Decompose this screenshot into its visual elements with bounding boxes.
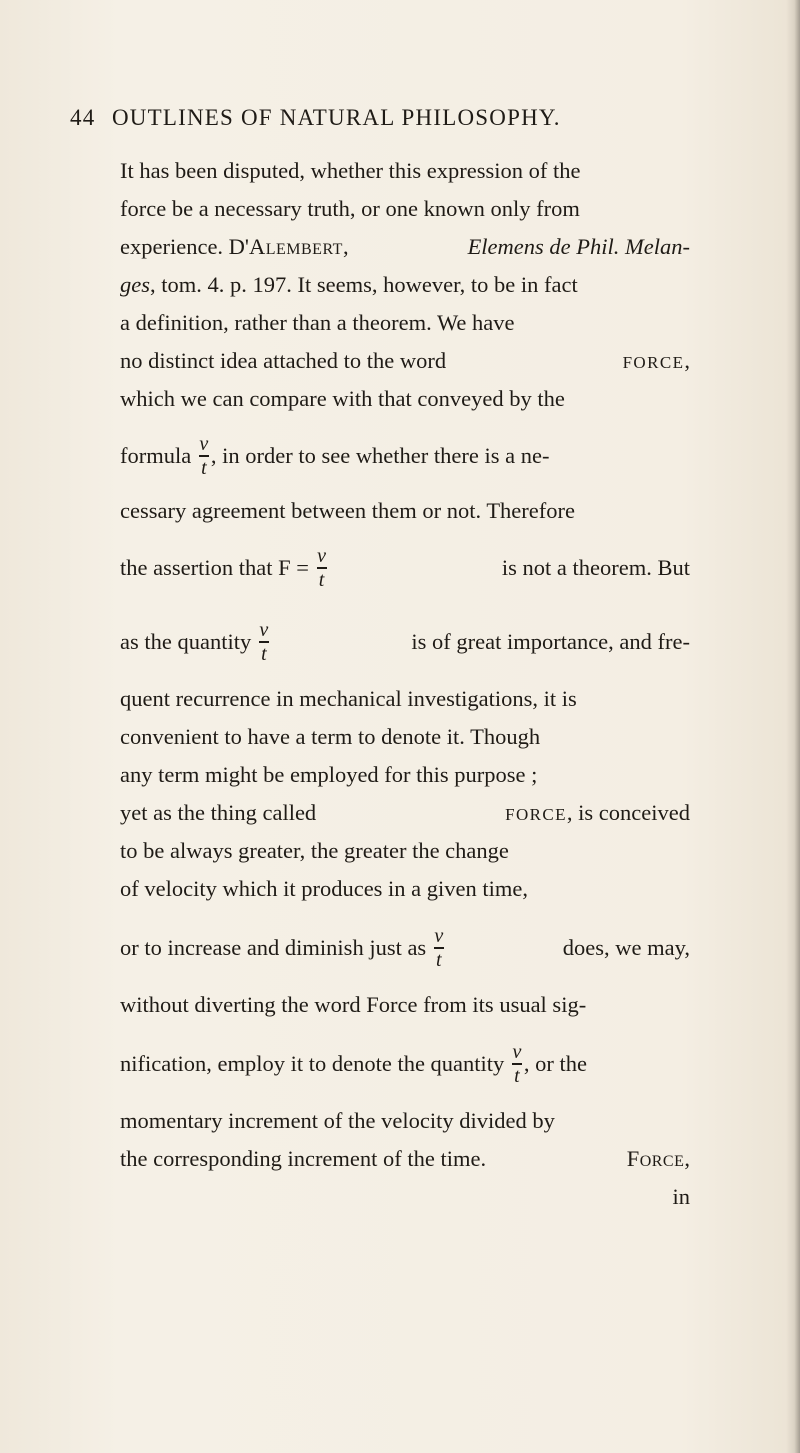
line-21-text: momentary increment of the velocity divided by bbox=[120, 1108, 555, 1133]
text-line-17 bbox=[120, 870, 690, 908]
text-line-7 bbox=[120, 380, 690, 418]
line-4-text: , tom. 4. p. 197. It seems, however, to be in fact bbox=[150, 272, 578, 297]
text-line-22 bbox=[120, 1140, 690, 1178]
text-line-12 bbox=[120, 680, 690, 718]
line-5-text: a definition, rather than a theorem. We have bbox=[120, 310, 515, 335]
line-8-text-b: , in order to see whether there is a ne- bbox=[210, 443, 550, 468]
line-3-comma: , bbox=[342, 234, 349, 259]
line-13-text: convenient to have a term to denote it. Though bbox=[120, 724, 541, 749]
line-22-comma: , bbox=[684, 1146, 690, 1171]
line-6-comma: , bbox=[684, 348, 690, 373]
line-2-text: force be a necessary truth, or one known only from bbox=[120, 196, 580, 221]
term-force-3: Force bbox=[626, 1146, 685, 1171]
text-line-4 bbox=[120, 266, 690, 304]
line-19-text: without diverting the word Force from its usual sig- bbox=[120, 992, 587, 1017]
line-15-text-a: yet as the thing called bbox=[120, 800, 317, 825]
line-18-text-a: or to increase and diminish just as bbox=[120, 935, 427, 960]
text-line-19 bbox=[120, 986, 690, 1024]
line-9-text: cessary agreement between them or not. Therefore bbox=[120, 498, 575, 523]
fraction-v-over-t-1: $\frac{v}{t}$ bbox=[199, 433, 209, 479]
author-name: Alembert bbox=[248, 234, 343, 259]
line-14-text: any term might be employed for this purpose ; bbox=[120, 762, 538, 787]
line-11-text-b: is of great importance, and fre- bbox=[411, 629, 690, 654]
text-line-20 bbox=[120, 1034, 690, 1094]
line-18-text-b: does, we may, bbox=[562, 935, 690, 960]
line-11-text-a: as the quantity bbox=[120, 629, 252, 654]
line-7-text: which we can compare with that conveyed by the bbox=[120, 386, 565, 411]
text-line-2 bbox=[120, 190, 690, 228]
term-force-1: FORCE bbox=[622, 353, 685, 372]
line-6-text: no distinct idea attached to the word bbox=[120, 348, 447, 373]
line-12-text: quent recurrence in mechanical investigations, it is bbox=[120, 686, 577, 711]
line-15-text-b: , is conceived bbox=[566, 800, 690, 825]
text-line-6 bbox=[120, 342, 690, 380]
fraction-v-over-t-5: $\frac{v}{t}$ bbox=[512, 1041, 522, 1087]
text-line-11 bbox=[120, 612, 690, 672]
line-8-text-a: formula bbox=[120, 443, 192, 468]
line-10-text-b: is not a theorem. But bbox=[501, 555, 690, 580]
text-line-15 bbox=[120, 794, 690, 832]
book-title-part-2: ges bbox=[120, 272, 150, 297]
line-17-text: of velocity which it produces in a given time, bbox=[120, 876, 529, 901]
text-line-16 bbox=[120, 832, 690, 870]
line-22-text-a: the corresponding increment of the time. bbox=[120, 1146, 487, 1171]
catchword: in bbox=[672, 1184, 690, 1209]
fraction-v-over-t-2: $\frac{v}{t}$ bbox=[317, 545, 326, 591]
text-line-9 bbox=[120, 492, 690, 530]
line-10-text-a: the assertion that F = bbox=[120, 555, 309, 580]
line-16-text: to be always greater, the greater the change bbox=[120, 838, 509, 863]
text-line-8 bbox=[120, 426, 690, 486]
text-line-23 bbox=[120, 1178, 690, 1216]
line-20-text-b: , or the bbox=[523, 1051, 588, 1076]
line-20-text-a: nification, employ it to denote the quantity bbox=[120, 1051, 505, 1076]
line-3-text-a: experience. D' bbox=[120, 234, 249, 259]
fraction-v-over-t-3: $\frac{v}{t}$ bbox=[259, 619, 269, 665]
running-title: OUTLINES OF NATURAL PHILOSOPHY. bbox=[112, 105, 561, 130]
text-line-1 bbox=[120, 152, 690, 190]
running-header bbox=[70, 98, 750, 138]
page-number: 44 bbox=[70, 105, 96, 130]
line-1-text: It has been disputed, whether this expression of the bbox=[120, 158, 581, 183]
text-line-14 bbox=[120, 756, 690, 794]
term-force-2: FORCE bbox=[505, 805, 567, 824]
text-line-21 bbox=[120, 1102, 690, 1140]
fraction-v-over-t-4: $\frac{v}{t}$ bbox=[434, 925, 444, 971]
text-line-18 bbox=[120, 918, 690, 978]
text-line-5 bbox=[120, 304, 690, 342]
text-line-3 bbox=[120, 228, 690, 266]
book-title-part-1: Elemens de Phil. Melan- bbox=[467, 234, 690, 259]
text-line-13 bbox=[120, 718, 690, 756]
text-line-10 bbox=[120, 538, 690, 598]
page-edge-shadow bbox=[786, 0, 800, 1453]
